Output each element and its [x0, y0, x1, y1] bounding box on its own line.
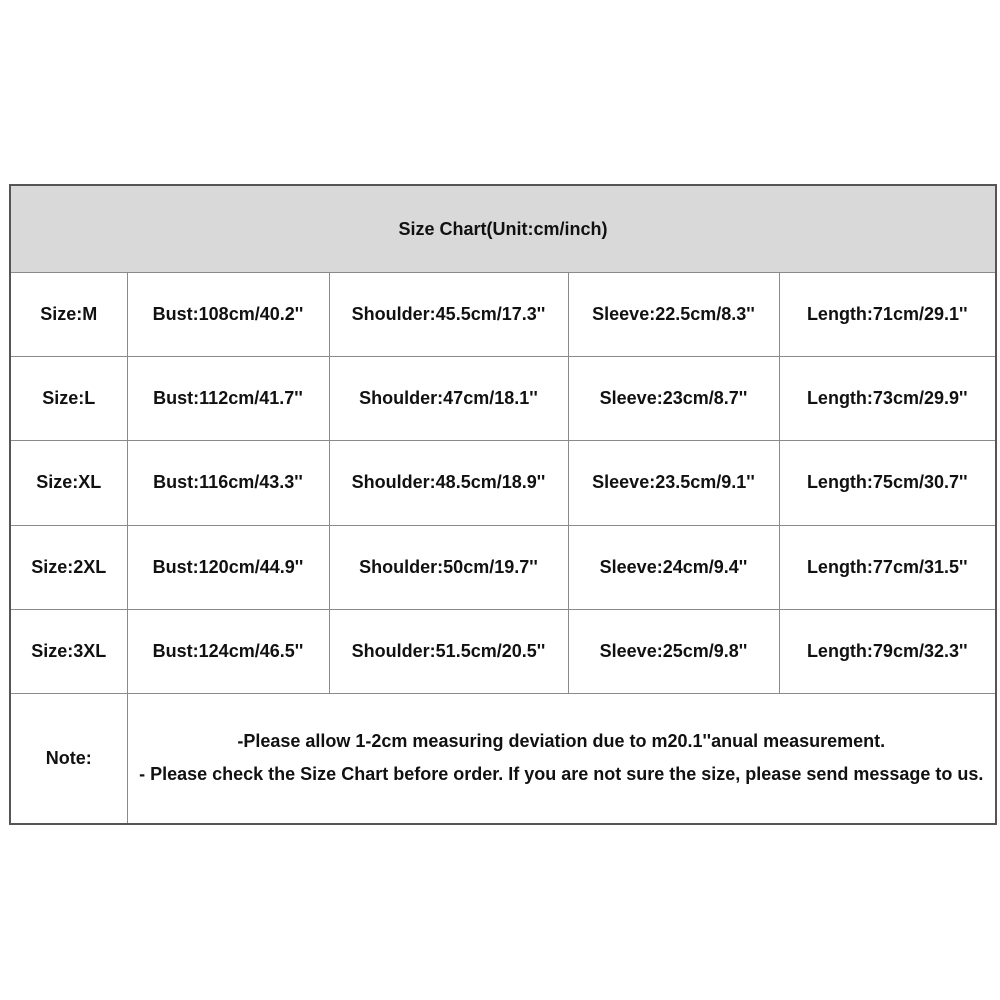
table-row — [10, 609, 996, 693]
table-row — [10, 441, 996, 525]
note-text — [127, 693, 996, 824]
table-title: Size Chart(Unit:cm/inch) — [10, 185, 996, 273]
size-cell: Size:2XL — [10, 525, 127, 609]
shoulder-cell: Shoulder:51.5cm/20.5'' — [329, 609, 568, 693]
length-cell: Length:71cm/29.1'' — [779, 273, 996, 357]
bust-cell: Bust:112cm/41.7'' — [127, 357, 329, 441]
sleeve-cell: Sleeve:23cm/8.7'' — [568, 357, 779, 441]
table-row — [10, 273, 996, 357]
table-row — [10, 525, 996, 609]
note-row — [10, 693, 996, 824]
note-line-1: -Please allow 1-2cm measuring deviation due to m20.1''anual measurement. — [237, 731, 886, 752]
bust-cell: Bust:120cm/44.9'' — [127, 525, 329, 609]
size-chart-table — [9, 184, 997, 825]
shoulder-cell: Shoulder:50cm/19.7'' — [329, 525, 568, 609]
size-cell: Size:M — [10, 273, 127, 357]
size-cell: Size:L — [10, 357, 127, 441]
shoulder-cell: Shoulder:47cm/18.1'' — [329, 357, 568, 441]
bust-cell: Bust:108cm/40.2'' — [127, 273, 329, 357]
table-row — [10, 357, 996, 441]
length-cell: Length:79cm/32.3'' — [779, 609, 996, 693]
note-label: Note: — [10, 693, 127, 824]
sleeve-cell: Sleeve:25cm/9.8'' — [568, 609, 779, 693]
note-line-2: - Please check the Size Chart before order. If you are not sure the size, please send message to us. — [139, 764, 984, 785]
shoulder-cell: Shoulder:48.5cm/18.9'' — [329, 441, 568, 525]
sleeve-cell: Sleeve:23.5cm/9.1'' — [568, 441, 779, 525]
bust-cell: Bust:124cm/46.5'' — [127, 609, 329, 693]
length-cell: Length:77cm/31.5'' — [779, 525, 996, 609]
size-cell: Size:XL — [10, 441, 127, 525]
sleeve-cell: Sleeve:24cm/9.4'' — [568, 525, 779, 609]
table-header-row — [10, 185, 996, 273]
bust-cell: Bust:116cm/43.3'' — [127, 441, 329, 525]
sleeve-cell: Sleeve:22.5cm/8.3'' — [568, 273, 779, 357]
size-cell: Size:3XL — [10, 609, 127, 693]
shoulder-cell: Shoulder:45.5cm/17.3'' — [329, 273, 568, 357]
length-cell: Length:75cm/30.7'' — [779, 441, 996, 525]
length-cell: Length:73cm/29.9'' — [779, 357, 996, 441]
